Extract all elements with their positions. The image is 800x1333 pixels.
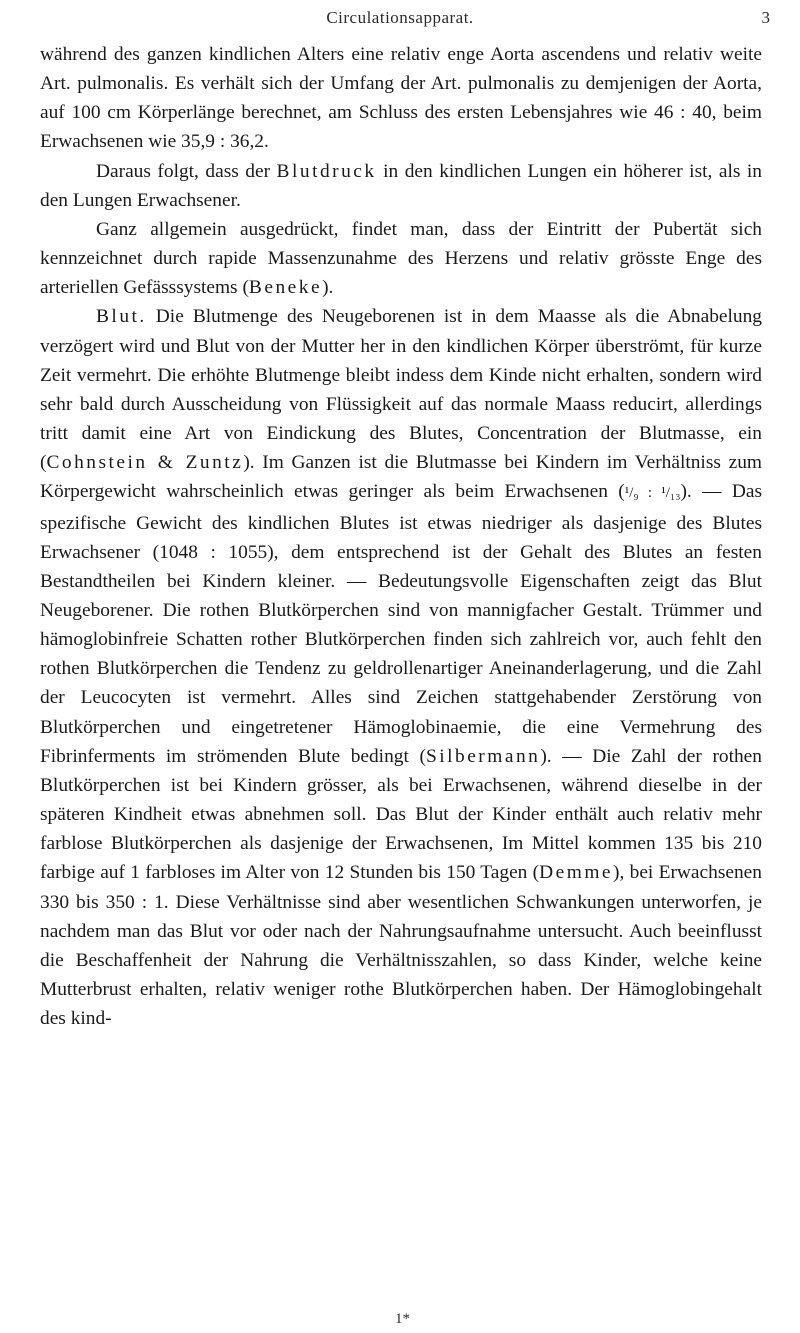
spaced-name: Beneke xyxy=(248,277,323,299)
text-run: ). Im Ganzen ist die Blutmasse bei Kindern im Verhältniss zum Körpergewicht wahrscheinlich etwas geringer als beim Erwachsenen ( xyxy=(40,452,762,503)
text-run: ). — Das spezifische Gewicht des kindlichen Blutes ist etwas niedriger als dasjenige des Blutes Erwachsener (1048 : 1055), dem entsprechend ist der Gehalt des Blutes an festen Bestandtheilen bei Kindern kleiner. — Bedeutungsvolle Eigenschaften zeigt das Blut Neugeborener. Die rothen Blutkörperchen sind von mannigfacher Gestalt. Trümmer und hämoglobinfreie Schatten rother Blutkörperchen finden sich zahlreich vor, auch fehlt den rothen Blutkörperchen die Tendenz zu geldrollenartiger Aneinanderlagerung, und die Zahl der Leucocyten ist vermehrt. Alles sind Zeichen stattgehabender Zerstörung von Blutkörperchen und eingetretener Hämoglobinaemie, die eine Vermehrung des Fibrinferments im strömenden Blute bedingt ( xyxy=(40,481,763,767)
text-run: ). xyxy=(322,277,334,299)
text-run: in den kindlichen Lungen ein höherer ist, als in den Lungen Erwachsener. xyxy=(40,160,762,211)
paragraph-4 xyxy=(40,302,762,1033)
spaced-name: Cohnstein & Zuntz xyxy=(46,452,244,474)
body-text xyxy=(40,40,762,1033)
running-title: Circulationsapparat. xyxy=(326,8,474,27)
page-number: 3 xyxy=(761,8,770,27)
text-run: Ganz allgemein ausgedrückt, findet man, dass der Eintritt der Pubertät sich kennzeichnet durch rapide Massenzunahme des Herzens und relativ grösste Enge des arteriellen Gefässsystems ( xyxy=(40,218,762,299)
text-run: ). — Die Zahl der rothen Blutkörperchen ist bei Kindern grösser, als bei Erwachsenen, während dieselbe in der späteren Kindheit etwas abnehmen soll. Das Blut der Kinder enthält auch relativ mehr farblose Blutkörperchen als dasjenige der Erwachsenen, Im Mittel kommen 135 bis 210 farbige auf 1 farbloses im Alter von 12 Stunden bis 150 Tagen ( xyxy=(40,745,762,884)
spaced-name: Blut. xyxy=(96,306,147,328)
sheet-signature: 1* xyxy=(395,1311,410,1327)
paragraph-1 xyxy=(40,40,762,157)
fraction: ¹/₉ : ¹/₁₃ xyxy=(624,485,681,502)
paragraph-3 xyxy=(40,215,762,302)
spaced-name: Blutdruck xyxy=(276,160,377,182)
text-run: während des ganzen kindlichen Alters eine relativ enge Aorta ascendens und relativ weite Art. pulmonalis. Es verhält sich der Umfang der Art. pulmonalis zu demjenigen der Aorta, auf 100 cm Körperlänge berechnet, am Schluss des ersten Lebensjahres wie 46 : 40, beim Erwachsenen wie 35,9 : 36,2. xyxy=(40,44,762,153)
text-run: ), bei Erwachsenen 330 bis 350 : 1. Diese Verhältnisse sind aber wesentlichen Schwankungen unterworfen, je nachdem man das Blut vor oder nach der Nahrungsaufnahme untersucht. Auch beeinflusst die Beschaffenheit der Nahrung die Verhältnisszahlen, so dass Kinder, welche keine Mutterbrust erhalten, relativ weniger rothe Blutkörperchen haben. Der Hämoglobingehalt des kind- xyxy=(40,862,762,1030)
text-run: Daraus folgt, dass der xyxy=(96,160,277,182)
spaced-name: Silbermann xyxy=(425,745,541,767)
paragraph-2 xyxy=(40,157,762,215)
text-run: Die Blutmenge des Neugeborenen ist in dem Maasse als die Abnabelung verzögert wird und Blut von der Mutter her in den kindlichen Körper überströmt, für kurze Zeit vermehrt. Die erhöhte Blutmenge bleibt indess dem Kinde nicht erhalten, sondern wird sehr bald durch Ausscheidung von Flüssigkeit auf das normale Maass reducirt, allerdings tritt damit eine Art von Eindickung des Blutes, Concentration der Blutmasse, ein ( xyxy=(40,306,762,474)
spaced-name: Demme xyxy=(539,862,614,884)
